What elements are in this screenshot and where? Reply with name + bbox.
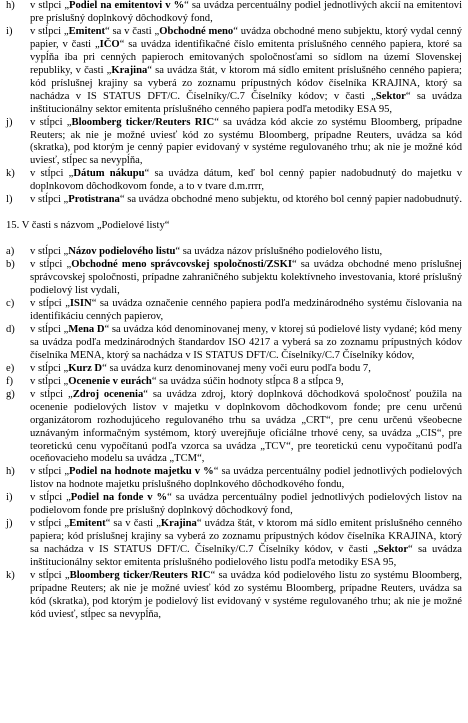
column-name: ISIN xyxy=(69,298,92,310)
column-name: Mena D xyxy=(68,323,105,335)
column-name: Sektor xyxy=(378,544,409,556)
item-label: d) xyxy=(6,323,15,335)
item-text: v stĺpci „ xyxy=(30,518,70,530)
column-name: Dátum nákupu xyxy=(73,168,145,180)
item-text: v stĺpci „ xyxy=(30,194,69,206)
column-name: Bloomberg ticker/Reuters RIC xyxy=(71,116,215,128)
item-label: k) xyxy=(6,570,15,582)
item-label: j) xyxy=(6,518,13,530)
item-text: “ sa uvádza obchodné meno subjektu, od ktorého bol cenný papier nadobudnutý. xyxy=(119,194,462,206)
section-heading: 15. V časti s názvom „Podielové listy“ xyxy=(6,220,170,232)
item-text: “ sa uvádza percentuálny podiel jednotlivých akcií na emitentovi pre príslušný doplnkový dôchodkový fond, xyxy=(30,0,463,24)
item-text: v stĺpci „ xyxy=(30,25,69,37)
item-label: g) xyxy=(6,388,15,400)
item-label: j) xyxy=(6,116,13,128)
item-text: “ sa uvádza kód akcie zo systému Bloomberg, prípadne Reuters; ak nie je možné uviesť kód zo systému Bloomberg, prípadne Reuters, uvádza sa kód (skratka), pod ktorým je cenný papier evidovaný v systéme regulovaného trhu; ak nie je možné kód uviesť, stĺpec sa nevypĺňa, xyxy=(30,116,463,167)
item-text: v stĺpci „ xyxy=(30,388,73,400)
column-name: Protistrana xyxy=(68,194,120,206)
column-name: Obchodné meno správcovskej spoločnosti/ZSKI xyxy=(71,259,292,271)
item-text: “ sa uvádza identifikačné číslo emitenta príslušného cenného papiera, ktoré sa vypĺňa iba pri cenných papieroch emitovaných spoločnosťami so sídlom na území Slovenskej republiky, v časti „ xyxy=(30,38,462,76)
list-item xyxy=(6,298,462,324)
item-text: v stĺpci „ xyxy=(30,0,70,11)
item-label: l) xyxy=(6,194,13,206)
item-text: v stĺpci „ xyxy=(30,259,72,271)
item-list-after xyxy=(6,246,462,622)
item-text: “ uvádza obchodné meno subjektu, ktorý vydal cenný papier, v časti „ xyxy=(30,25,463,50)
item-label: e) xyxy=(6,362,15,374)
column-name: Názov podielového listu xyxy=(68,246,176,258)
item-text: “ sa v časti „ xyxy=(105,518,161,530)
item-text: “ sa v časti „ xyxy=(105,25,160,37)
column-name: Emitent xyxy=(68,25,106,37)
item-text: “ sa uvádza názov príslušného podielového listu, xyxy=(175,246,383,258)
item-label: i) xyxy=(6,25,13,37)
item-text: “ sa uvádza obchodné meno príslušnej správcovskej spoločnosti, prípadne zahraničného subjektu kolektívneho investovania, ktoré príslušný podielový list vydali, xyxy=(30,259,463,297)
item-text: “ sa uvádza inštitucionálny sektor emitenta príslušného cenného papiera podľa metodiky ESA 95, xyxy=(30,90,462,115)
list-item xyxy=(6,376,462,389)
list-item xyxy=(6,194,462,207)
item-text: “ sa uvádza inštitucionálny sektor emitenta príslušného podielového listu podľa metodiky ESA 95, xyxy=(30,544,462,569)
column-name: Krajina xyxy=(111,64,148,76)
list-item xyxy=(6,466,462,492)
item-text: v stĺpci „ xyxy=(30,362,69,374)
item-text: “ sa uvádza percentuálny podiel jednotlivých podielových listov na hodnote majetku príslušného doplnkového dôchodkového fondu, xyxy=(30,466,462,491)
list-item xyxy=(6,518,462,570)
item-label: f) xyxy=(6,375,14,387)
item-label: h) xyxy=(6,466,15,478)
item-text: v stĺpci „ xyxy=(30,323,69,335)
item-text: “ sa uvádza súčin hodnoty stĺpca 8 a stĺpca 9, xyxy=(151,375,344,387)
list-item xyxy=(6,26,462,117)
item-label: c) xyxy=(6,298,15,310)
column-name: Krajina xyxy=(160,518,197,530)
item-text: “ uvádza štát, v ktorom má sídlo emitent príslušného cenného papiera; kód príslušnej krajiny sa vyberá zo zoznamu prípustných kódov číselníka KRAJINA, ktorý sa nachádza v IS STATUS DFT/C. Číselníky/C.7 Číselníky kódov, v časti „ xyxy=(30,518,462,556)
list-item xyxy=(6,389,462,467)
column-name: Podiel na fonde v % xyxy=(70,492,168,504)
item-label: b) xyxy=(6,259,15,271)
list-item xyxy=(6,246,462,259)
item-label: a) xyxy=(6,246,15,258)
column-name: IČO xyxy=(99,38,120,50)
item-text: v stĺpci „ xyxy=(30,492,71,504)
column-name: Bloomberg ticker/Reuters RIC xyxy=(69,570,211,582)
item-label: i) xyxy=(6,492,13,504)
list-item xyxy=(6,0,462,26)
list-item xyxy=(6,492,462,518)
item-label: h) xyxy=(6,0,15,11)
column-name: Obchodné meno xyxy=(159,25,234,37)
item-text: v stĺpci „ xyxy=(30,570,70,582)
item-text: v stĺpci „ xyxy=(30,246,69,258)
item-text: “ sa uvádza kurz denominovanej meny voči euru podľa bodu 7, xyxy=(102,362,371,374)
item-text: “ sa uvádza percentuálny podiel jednotlivých podielových listov na podielovom fonde pre príslušný doplnkový dôchodkový fond, xyxy=(30,492,462,517)
item-text: “ sa uvádza štát, v ktorom má sídlo emitent príslušného cenného papiera; kód príslušnej krajiny sa vyberá zo zoznamu prípustných kódov číselníka KRAJINA, ktorý sa nachádza v IS STATUS DFT/C. Číselníky/C.7 Číselníky kódov; v časti „ xyxy=(30,64,462,102)
column-name: Zdroj ocenenia xyxy=(72,388,144,400)
item-text: “ sa uvádza označenie cenného papiera podľa medzinárodného systému číslovania na identifikáciu cenných papierov, xyxy=(30,298,463,322)
list-item xyxy=(6,259,462,298)
column-name: Kurz D xyxy=(68,362,103,374)
item-text: “ sa uvádza dátum, keď bol cenný papier nadobudnutý do majetku v doplnkovom dôchodkovom fonde, a to v tvare d.m.rrrr, xyxy=(30,168,462,193)
item-text: v stĺpci „ xyxy=(30,168,74,180)
item-text: v stĺpci „ xyxy=(30,375,69,387)
item-text: “ sa uvádza kód podielového listu zo systému Bloomberg, prípadne Reuters; ak nie je možné uviesť kód zo systému Bloomberg, prípadne Reuters, uvádza sa kód (skratka), pod ktorým je podielový list evidovaný v systéme regulovaného trhu; ak nie je možné kód uviesť, stĺpec sa nevypĺňa, xyxy=(30,570,462,620)
column-name: Podiel na emitentovi v % xyxy=(69,0,185,11)
item-text: v stĺpci „ xyxy=(30,116,72,128)
column-name: Sektor xyxy=(375,90,406,102)
item-text: “ sa uvádza kód denominovanej meny, v ktorej sú podielové listy vydané; kód meny sa uvádza podľa medzinárodných štandardov ISO 4217 a vyberá sa zo zoznamu prípustných kódov číselníka MENA, ktorý sa nachádza v IS STATUS DFT/C. Číselníky/C.7 Číselníky kódov, xyxy=(30,323,462,361)
list-item xyxy=(6,168,462,194)
item-text: “ sa uvádza zdroj, ktorý doplnková dôchodková spoločnosť použila na ocenenie podielových listov v majetku v doplnkovom dôchodkovom fonde; pre cenu určenú organizátorom rozhodujúceho regulovaného trhu sa uvádza „CRT“, pre cenu určenú všeobecne uznávaným informačným systémom, ktorý uverejňuje oficiálne trhové ceny, sa uvádza „CIS“, pre teoretickú cenu vypočítanú podľa vzorca sa uvádza „TCV“, pre teoretickú cenu vypočítanú podľa oceňovacieho modelu sa uvádza „TCM“, xyxy=(30,388,462,465)
list-item xyxy=(6,570,462,622)
item-label: k) xyxy=(6,168,15,180)
list-item xyxy=(6,363,462,376)
column-name: Ocenenie v eurách xyxy=(68,375,152,387)
item-text: v stĺpci „ xyxy=(30,466,70,478)
item-list-before xyxy=(6,0,462,207)
item-text: v stĺpci „ xyxy=(30,298,70,310)
list-item xyxy=(6,324,462,363)
column-name: Emitent xyxy=(69,518,106,530)
column-name: Podiel na hodnote majetku v % xyxy=(69,466,214,478)
list-item xyxy=(6,117,462,169)
